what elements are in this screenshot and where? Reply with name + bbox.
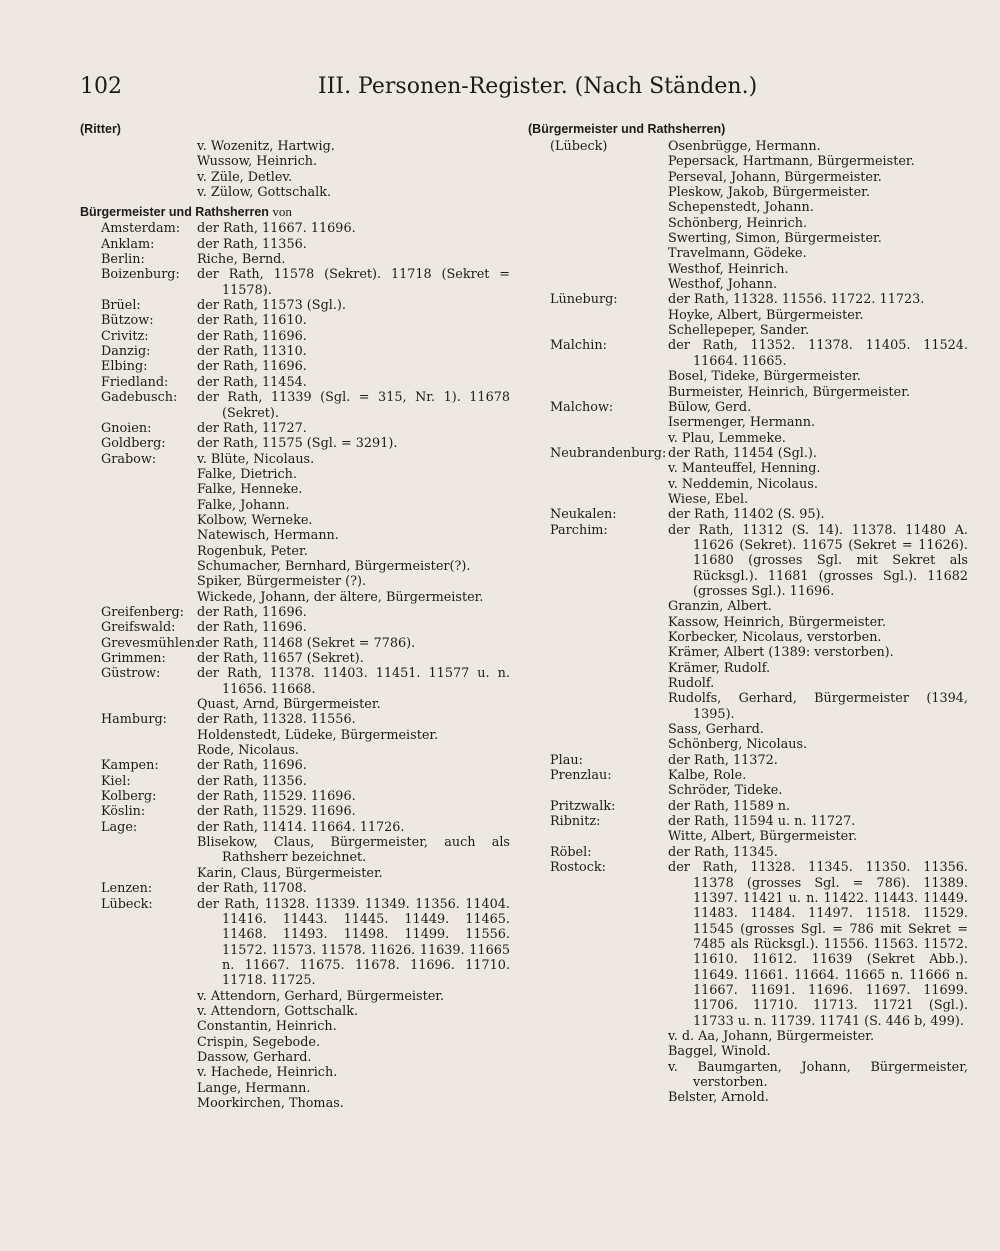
index-entry: Dassow, Gerhard. bbox=[197, 1049, 312, 1065]
index-entry: der Rath, 11356. bbox=[197, 773, 307, 789]
place-name: Plau: bbox=[550, 752, 583, 768]
ritter-entries bbox=[197, 139, 510, 200]
place-name: Grevesmühlen: bbox=[101, 635, 200, 651]
entry-list bbox=[197, 636, 510, 651]
index-entry: der Rath, 11578 (Sekret). 11718 (Sekret = 11578). bbox=[197, 267, 510, 298]
entry-list bbox=[668, 400, 968, 446]
place-group bbox=[528, 860, 968, 1106]
left-column bbox=[80, 122, 510, 1111]
right-column bbox=[528, 122, 968, 1106]
left-groups bbox=[80, 221, 510, 1111]
place-name: Elbing: bbox=[101, 359, 148, 375]
index-entry: Schumacher, Bernhard, Bürgermeister(?). bbox=[197, 558, 471, 574]
entry-list bbox=[197, 774, 510, 789]
place-name: Gnoien: bbox=[101, 420, 152, 436]
index-entry: der Rath, 11328. 11345. 11350. 11356. 11378 (grosses Sgl. = 786). 11389. 11397. 11421 u. n. 11422. 11443. 11449. 11483. 11484. 11497. 11518. 11529. 11545 (grosses Sgl. = 786 mit Sekret = 7485 als Rücksgl.). 11556. 11563. 11572. 11610. 11612. 11639 (Sekret Abb.). 11649. 11661. 11664. 11665 n. 11666 n. 11667. 11691. 11696. 11697. 11699. 11706. 11710. 11713. 11721 (Sgl.). 11733 u. n. 11739. 11741 (S. 446 b, 499). bbox=[668, 860, 968, 1029]
entry-list bbox=[668, 768, 968, 799]
place-group bbox=[528, 446, 968, 507]
entry-list bbox=[668, 523, 968, 753]
index-entry: der Rath, 11328. 11339. 11349. 11356. 11404. 11416. 11443. 11445. 11449. 11465. 11468. 11493. 11498. 11499. 11556. 11572. 11573. 11578. 11626. 11639. 11665 n. 11667. 11675. 11678. 11696. 11710. 11718. 11725. bbox=[197, 896, 510, 989]
index-entry: v. Manteuffel, Henning. bbox=[668, 461, 821, 477]
index-entry: Quast, Arnd, Bürgermeister. bbox=[197, 697, 381, 713]
entry-list bbox=[668, 507, 968, 522]
index-entry: v. d. Aa, Johann, Bürgermeister. bbox=[668, 1028, 875, 1044]
entry-list bbox=[197, 804, 510, 819]
index-entry: Osenbrügge, Hermann. bbox=[668, 139, 821, 154]
entry-list bbox=[197, 237, 510, 252]
column-heading: (Ritter) bbox=[80, 122, 121, 136]
index-entry: der Rath, 11454 (Sgl.). bbox=[668, 445, 817, 461]
index-entry: Karin, Claus, Bürgermeister. bbox=[197, 865, 383, 881]
index-entry: der Rath, 11356. bbox=[197, 236, 307, 252]
place-name: Danzig: bbox=[101, 344, 151, 360]
place-name: Neubrandenburg: bbox=[550, 445, 667, 461]
entry-list bbox=[197, 620, 510, 635]
place-name: Röbel: bbox=[550, 844, 592, 860]
place-group bbox=[528, 768, 968, 799]
place-group bbox=[80, 651, 510, 666]
entry-list bbox=[197, 329, 510, 344]
index-entry: der Rath, 11352. 11378. 11405. 11524. 11664. 11665. bbox=[668, 338, 968, 369]
place-name: Prenzlau: bbox=[550, 768, 612, 784]
index-entry: der Rath, 11345. bbox=[668, 844, 778, 860]
place-name: Grabow: bbox=[101, 451, 157, 467]
place-name: (Lübeck) bbox=[550, 139, 608, 154]
place-group bbox=[80, 897, 510, 1112]
index-entry: Wiese, Ebel. bbox=[668, 491, 749, 507]
index-entry: v. Neddemin, Nicolaus. bbox=[668, 476, 818, 492]
index-entry: Perseval, Johann, Bürgermeister. bbox=[668, 169, 882, 185]
page-title: III. Personen-Register. (Nach Ständen.) bbox=[318, 74, 758, 99]
entry-list bbox=[197, 712, 510, 758]
entry-list bbox=[197, 313, 510, 328]
index-entry: Westhof, Johann. bbox=[668, 277, 778, 293]
ritter-group bbox=[80, 139, 510, 200]
entry-list bbox=[197, 221, 510, 236]
index-entry: Moorkirchen, Thomas. bbox=[197, 1095, 344, 1111]
index-entry: Kolbow, Werneke. bbox=[197, 512, 313, 528]
index-entry: Westhof, Heinrich. bbox=[668, 261, 789, 277]
entry-list bbox=[197, 897, 510, 1112]
index-entry: v. Züle, Detlev. bbox=[197, 169, 293, 185]
index-entry: der Rath, 11573 (Sgl.). bbox=[197, 298, 346, 314]
index-entry: v. Plau, Lemmeke. bbox=[668, 430, 786, 446]
section-von: von bbox=[272, 204, 292, 220]
index-entry: v. Hachede, Heinrich. bbox=[197, 1065, 338, 1081]
index-entry: der Rath, 11696. bbox=[197, 620, 307, 636]
place-group bbox=[80, 298, 510, 313]
place-name: Hamburg: bbox=[101, 712, 167, 728]
index-entry: Riche, Bernd. bbox=[197, 252, 286, 268]
index-entry: Sass, Gerhard. bbox=[668, 722, 764, 738]
index-entry: Wussow, Heinrich. bbox=[197, 154, 318, 170]
place-name: Greifswald: bbox=[101, 620, 176, 636]
index-entry: der Rath, 11328. 11556. 11722. 11723. bbox=[668, 292, 925, 308]
index-entry: Schellepeper, Sander. bbox=[668, 323, 810, 339]
place-name: Gadebusch: bbox=[101, 390, 178, 406]
entry-list bbox=[197, 666, 510, 712]
index-entry: Baggel, Winold. bbox=[668, 1044, 771, 1060]
index-entry: der Rath, 11696. bbox=[197, 758, 307, 774]
entry-list bbox=[668, 814, 968, 845]
index-entry: der Rath, 11610. bbox=[197, 313, 307, 329]
place-name: Malchin: bbox=[550, 338, 607, 354]
entry-list bbox=[197, 436, 510, 451]
index-entry: v. Wozenitz, Hartwig. bbox=[197, 139, 335, 154]
entry-list bbox=[197, 605, 510, 620]
index-entry: der Rath, 11328. 11556. bbox=[197, 712, 356, 728]
place-name: Neukalen: bbox=[550, 507, 617, 523]
index-entry: Bosel, Tideke, Bürgermeister. bbox=[668, 369, 861, 385]
index-entry: der Rath, 11339 (Sgl. = 315, Nr. 1). 11678 (Sekret). bbox=[197, 390, 510, 421]
place-group bbox=[80, 237, 510, 252]
place-name: Parchim: bbox=[550, 522, 608, 538]
index-entry: Natewisch, Hermann. bbox=[197, 528, 339, 544]
place-name: Berlin: bbox=[101, 252, 145, 268]
column-heading: (Bürgermeister und Rathsherren) bbox=[528, 122, 726, 136]
place-group bbox=[528, 338, 968, 399]
index-entry: Korbecker, Nicolaus, verstorben. bbox=[668, 630, 882, 645]
index-entry: v. Blüte, Nicolaus. bbox=[197, 451, 315, 467]
place-group bbox=[80, 252, 510, 267]
place-name: Lenzen: bbox=[101, 881, 153, 897]
place-name: Lage: bbox=[101, 819, 138, 835]
place-group bbox=[528, 507, 968, 522]
place-group bbox=[80, 666, 510, 712]
index-entry: v. Attendorn, Gerhard, Bürgermeister. bbox=[197, 988, 445, 1004]
place-name: Lüneburg: bbox=[550, 292, 618, 308]
index-entry: Rogenbuk, Peter. bbox=[197, 543, 308, 559]
entry-list bbox=[197, 375, 510, 390]
index-entry: der Rath, 11657 (Sekret). bbox=[197, 651, 364, 666]
index-entry: Schönberg, Heinrich. bbox=[668, 215, 808, 231]
place-group bbox=[80, 359, 510, 374]
place-name: Boizenburg: bbox=[101, 267, 180, 283]
index-entry: Granzin, Albert. bbox=[668, 599, 772, 615]
place-name: Friedland: bbox=[101, 374, 169, 390]
place-name: Pritzwalk: bbox=[550, 798, 616, 814]
index-entry: der Rath, 11468 (Sekret = 7786). bbox=[197, 635, 416, 651]
entry-list bbox=[197, 758, 510, 773]
entry-list bbox=[197, 421, 510, 436]
index-entry: Spiker, Bürgermeister (?). bbox=[197, 574, 367, 590]
index-entry: Rode, Nicolaus. bbox=[197, 743, 300, 759]
index-entry: Falke, Dietrich. bbox=[197, 466, 297, 482]
place-name: Amsterdam: bbox=[101, 221, 181, 237]
index-entry: Lange, Hermann. bbox=[197, 1080, 311, 1096]
place-name: Anklam: bbox=[101, 236, 155, 252]
section-title: Bürgermeister und Rathsherren bbox=[80, 205, 269, 220]
index-entry: der Rath, 11372. bbox=[668, 752, 778, 768]
place-group bbox=[80, 789, 510, 804]
entry-list bbox=[197, 344, 510, 359]
entry-list bbox=[668, 338, 968, 399]
index-entry: v. Attendorn, Gottschalk. bbox=[197, 1003, 359, 1019]
index-entry: Kalbe, Role. bbox=[668, 768, 747, 784]
place-name: Brüel: bbox=[101, 298, 141, 314]
entry-list bbox=[668, 753, 968, 768]
index-entry: der Rath, 11402 (S. 95). bbox=[668, 507, 825, 523]
place-name: Goldberg: bbox=[101, 436, 166, 452]
index-entry: Schönberg, Nicolaus. bbox=[668, 737, 808, 753]
place-name: Güstrow: bbox=[101, 666, 161, 682]
index-entry: Pleskow, Jakob, Bürgermeister. bbox=[668, 185, 870, 201]
index-entry: der Rath, 11696. bbox=[197, 359, 307, 375]
index-entry: Belster, Arnold. bbox=[668, 1090, 769, 1106]
index-entry: der Rath, 11727. bbox=[197, 420, 307, 436]
index-entry: Wickede, Johann, der ältere, Bürgermeister. bbox=[197, 589, 484, 605]
entry-list bbox=[668, 292, 968, 338]
entry-list bbox=[197, 789, 510, 804]
place-group bbox=[80, 758, 510, 773]
entry-list bbox=[197, 298, 510, 313]
index-entry: Witte, Albert, Bürgermeister. bbox=[668, 829, 858, 845]
place-group bbox=[80, 712, 510, 758]
index-entry: Crispin, Segebode. bbox=[197, 1034, 321, 1050]
place-name: Crivitz: bbox=[101, 328, 149, 344]
index-entry: Swerting, Simon, Bürgermeister. bbox=[668, 231, 882, 247]
entry-list bbox=[197, 267, 510, 298]
index-entry: Schröder, Tideke. bbox=[668, 783, 783, 799]
place-group bbox=[80, 344, 510, 359]
entry-list bbox=[668, 446, 968, 507]
place-group bbox=[80, 436, 510, 451]
index-entry: Pepersack, Hartmann, Bürgermeister. bbox=[668, 154, 915, 170]
place-name: Grimmen: bbox=[101, 651, 166, 666]
place-name: Malchow: bbox=[550, 399, 614, 415]
entry-list bbox=[668, 860, 968, 1106]
index-entry: v. Baumgarten, Johann, Bürgermeister, verstorben. bbox=[668, 1059, 968, 1090]
place-name: Ribnitz: bbox=[550, 814, 601, 830]
entry-list bbox=[668, 139, 968, 292]
entry-list bbox=[197, 390, 510, 421]
place-name: Bützow: bbox=[101, 313, 154, 329]
index-entry: der Rath, 11589 n. bbox=[668, 798, 791, 814]
entry-list bbox=[668, 845, 968, 860]
right-groups bbox=[528, 139, 968, 1106]
index-entry: Krämer, Rudolf. bbox=[668, 660, 771, 676]
entry-list bbox=[197, 651, 510, 666]
place-name: Lübeck: bbox=[101, 896, 153, 912]
entry-list bbox=[197, 820, 510, 881]
index-entry: Bülow, Gerd. bbox=[668, 399, 752, 415]
place-group bbox=[528, 753, 968, 768]
index-entry: Hoyke, Albert, Bürgermeister. bbox=[668, 307, 864, 323]
entry-list bbox=[197, 252, 510, 267]
place-group bbox=[80, 881, 510, 896]
place-group bbox=[80, 636, 510, 651]
place-name: Rostock: bbox=[550, 860, 606, 876]
place-group bbox=[80, 605, 510, 620]
place-name: Köslin: bbox=[101, 804, 146, 820]
place-group bbox=[80, 421, 510, 436]
place-group bbox=[528, 845, 968, 860]
index-entry: der Rath, 11529. 11696. bbox=[197, 804, 356, 820]
place-group bbox=[528, 292, 968, 338]
place-group bbox=[80, 375, 510, 390]
index-entry: der Rath, 11414. 11664. 11726. bbox=[197, 819, 405, 835]
place-name: Kolberg: bbox=[101, 789, 157, 805]
place-group bbox=[80, 620, 510, 635]
index-entry: Rudolf. bbox=[668, 676, 715, 692]
index-entry: Rudolfs, Gerhard, Bürgermeister (1394, 1395). bbox=[668, 691, 968, 722]
index-entry: der Rath, 11529. 11696. bbox=[197, 789, 356, 805]
place-group bbox=[80, 820, 510, 881]
index-entry: Blisekow, Claus, Bürgermeister, auch als Rathsherr bezeichnet. bbox=[197, 835, 510, 866]
place-group bbox=[528, 814, 968, 845]
index-entry: der Rath, 11708. bbox=[197, 881, 307, 897]
place-group bbox=[80, 774, 510, 789]
index-entry: Isermenger, Hermann. bbox=[668, 415, 816, 431]
index-entry: v. Zülow, Gottschalk. bbox=[197, 185, 332, 201]
place-group bbox=[80, 804, 510, 819]
entry-list bbox=[197, 359, 510, 374]
index-entry: Kassow, Heinrich, Bürgermeister. bbox=[668, 614, 886, 630]
index-entry: Burmeister, Heinrich, Bürgermeister. bbox=[668, 384, 911, 400]
place-group bbox=[528, 523, 968, 753]
index-entry: Schepenstedt, Johann. bbox=[668, 200, 814, 216]
place-name: Greifenberg: bbox=[101, 604, 184, 620]
index-entry: der Rath, 11310. bbox=[197, 344, 307, 360]
place-group bbox=[80, 329, 510, 344]
place-name: Kampen: bbox=[101, 758, 159, 774]
place-group bbox=[528, 799, 968, 814]
place-group bbox=[80, 267, 510, 298]
index-entry: der Rath, 11667. 11696. bbox=[197, 221, 356, 237]
place-group bbox=[80, 313, 510, 328]
place-group bbox=[528, 400, 968, 446]
index-entry: der Rath, 11594 u. n. 11727. bbox=[668, 814, 856, 830]
entry-list bbox=[197, 452, 510, 605]
index-entry: Holdenstedt, Lüdeke, Bürgermeister. bbox=[197, 727, 439, 743]
section-heading bbox=[80, 204, 510, 221]
index-entry: der Rath, 11696. bbox=[197, 328, 307, 344]
index-entry: Constantin, Heinrich. bbox=[197, 1019, 337, 1035]
index-entry: der Rath, 11454. bbox=[197, 374, 307, 390]
place-group bbox=[80, 452, 510, 605]
index-entry: Krämer, Albert (1389: verstorben). bbox=[668, 645, 894, 661]
place-name: Kiel: bbox=[101, 773, 131, 789]
index-entry: Falke, Johann. bbox=[197, 497, 290, 513]
page-number: 102 bbox=[80, 74, 122, 99]
entry-list bbox=[668, 799, 968, 814]
place-group bbox=[80, 390, 510, 421]
index-entry: der Rath, 11378. 11403. 11451. 11577 u. n. 11656. 11668. bbox=[197, 666, 510, 697]
place-group bbox=[80, 221, 510, 236]
index-entry: der Rath, 11696. bbox=[197, 604, 307, 620]
index-entry: der Rath, 11575 (Sgl. = 3291). bbox=[197, 436, 398, 452]
index-entry: Falke, Henneke. bbox=[197, 482, 303, 498]
place-group bbox=[528, 139, 968, 292]
index-entry: Travelmann, Gödeke. bbox=[668, 246, 807, 262]
entry-list bbox=[197, 881, 510, 896]
index-entry: der Rath, 11312 (S. 14). 11378. 11480 A. 11626 (Sekret). 11675 (Sekret = 11626). 11680 (grosses Sgl. mit Sekret als Rücksgl.). 11681 (grosses Sgl.). 11682 (grosses Sgl.). 11696. bbox=[668, 522, 968, 599]
place-spacer bbox=[80, 139, 197, 200]
